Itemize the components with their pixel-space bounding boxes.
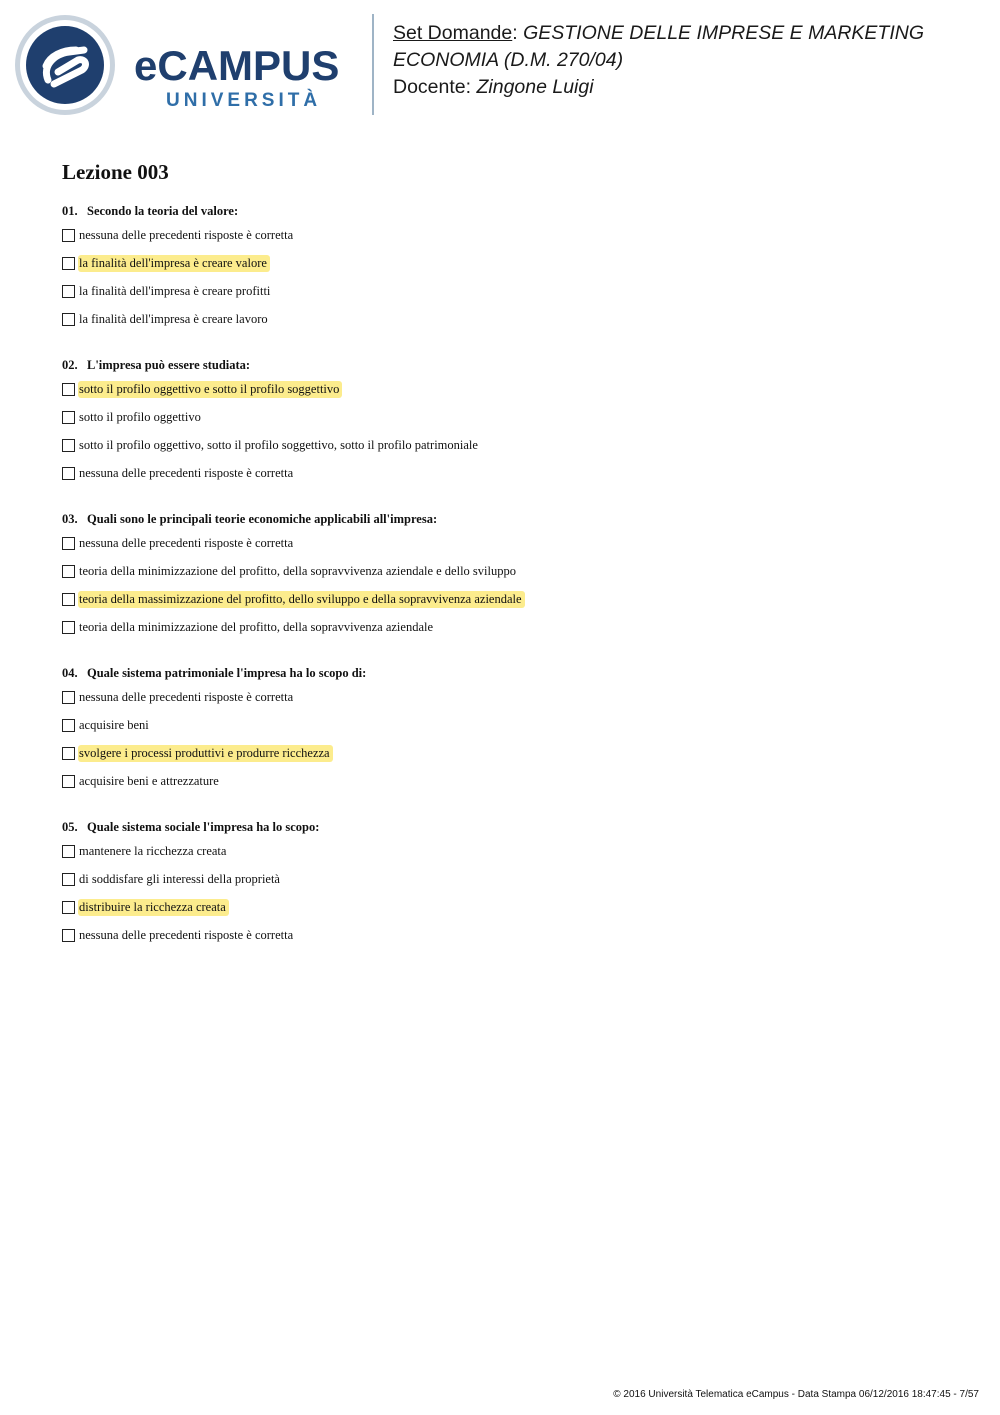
answer-checkbox[interactable] (62, 285, 75, 298)
answer-text: sotto il profilo oggettivo (79, 410, 201, 424)
question-text (62, 356, 962, 375)
answer-text: acquisire beni (79, 718, 149, 732)
question-label: Secondo la teoria del valore: (87, 204, 239, 218)
answer-checkbox[interactable] (62, 621, 75, 634)
answer-option[interactable] (62, 773, 962, 801)
answer-option[interactable] (62, 227, 962, 255)
question-list (62, 202, 962, 972)
lesson-title: Lezione 003 (62, 160, 169, 184)
answer-option[interactable] (62, 843, 962, 871)
question-text (62, 664, 962, 683)
teacher-label: Docente: (393, 76, 472, 98)
answer-checkbox[interactable] (62, 775, 75, 788)
answer-checkbox[interactable] (62, 383, 75, 396)
answer-option[interactable] (62, 871, 962, 899)
answer-text: nessuna delle precedenti risposte è corretta (79, 228, 294, 242)
answer-option[interactable] (62, 591, 962, 619)
teacher-name: Zingone Luigi (476, 76, 594, 98)
question-number: 03. (62, 512, 78, 526)
question-number: 01. (62, 204, 78, 218)
question-label: Quali sono le principali teorie economiche applicabili all'impresa: (87, 512, 438, 526)
answer-checkbox[interactable] (62, 719, 75, 732)
answer-text: nessuna delle precedenti risposte è corretta (79, 536, 294, 550)
question-block (62, 664, 962, 801)
answer-option[interactable] (62, 899, 962, 927)
answer-option[interactable] (62, 311, 962, 339)
answer-text: nessuna delle precedenti risposte è corretta (79, 690, 294, 704)
answer-checkbox[interactable] (62, 845, 75, 858)
question-number: 04. (62, 666, 78, 680)
question-block (62, 818, 962, 955)
answer-option[interactable] (62, 255, 962, 283)
answer-text-highlighted: la finalità dell'impresa è creare valore (78, 255, 270, 272)
answer-checkbox[interactable] (62, 313, 75, 326)
answer-option[interactable] (62, 927, 962, 955)
answer-option[interactable] (62, 619, 962, 647)
answer-text: la finalità dell'impresa è creare profitti (79, 284, 271, 298)
set-separator: : (512, 22, 518, 44)
question-text (62, 818, 962, 837)
answer-text-highlighted: svolgere i processi produttivi e produrre ricchezza (78, 745, 333, 762)
answer-checkbox[interactable] (62, 467, 75, 480)
question-text (62, 510, 962, 529)
answer-checkbox[interactable] (62, 873, 75, 886)
answer-checkbox[interactable] (62, 257, 75, 270)
answer-checkbox[interactable] (62, 691, 75, 704)
header-divider (372, 14, 374, 115)
answer-text-highlighted: distribuire la ricchezza creata (78, 899, 229, 916)
answer-checkbox[interactable] (62, 747, 75, 760)
answer-text: acquisire beni e attrezzature (79, 774, 219, 788)
answer-text: nessuna delle precedenti risposte è corretta (79, 466, 294, 480)
answer-text: teoria della minimizzazione del profitto, della sopravvivenza aziendale (79, 620, 434, 634)
answer-option[interactable] (62, 465, 962, 493)
logo-subtitle: UNIVERSITÀ (166, 90, 322, 111)
answer-text: teoria della minimizzazione del profitto, della sopravvivenza aziendale e dello sviluppo (79, 564, 516, 578)
answer-option[interactable] (62, 535, 962, 563)
answer-option[interactable] (62, 409, 962, 437)
question-text (62, 202, 962, 221)
answer-text: sotto il profilo oggettivo, sotto il profilo soggettivo, sotto il profilo patrimoniale (79, 438, 478, 452)
answer-text-highlighted: teoria della massimizzazione del profitto, dello sviluppo e della sopravvivenza aziendale (78, 591, 525, 608)
question-label: Quale sistema sociale l'impresa ha lo scopo: (87, 820, 320, 834)
page-footer: © 2016 Università Telematica eCampus - Data Stampa 06/12/2016 18:47:45 - 7/57 (613, 1389, 979, 1400)
answer-checkbox[interactable] (62, 565, 75, 578)
answer-text: mantenere la ricchezza creata (79, 844, 227, 858)
answer-text-highlighted: sotto il profilo oggettivo e sotto il profilo soggettivo (78, 381, 342, 398)
answer-checkbox[interactable] (62, 901, 75, 914)
answer-checkbox[interactable] (62, 439, 75, 452)
question-block (62, 356, 962, 493)
question-label: Quale sistema patrimoniale l'impresa ha lo scopo di: (87, 666, 367, 680)
answer-text: la finalità dell'impresa è creare lavoro (79, 312, 268, 326)
answer-option[interactable] (62, 283, 962, 311)
question-number: 02. (62, 358, 78, 372)
answer-option[interactable] (62, 381, 962, 409)
answer-checkbox[interactable] (62, 411, 75, 424)
answer-option[interactable] (62, 717, 962, 745)
set-label: Set Domande (393, 22, 513, 44)
answer-checkbox[interactable] (62, 593, 75, 606)
question-block (62, 202, 962, 339)
answer-option[interactable] (62, 745, 962, 773)
answer-option[interactable] (62, 437, 962, 465)
answer-text: di soddisfare gli interessi della proprietà (79, 872, 280, 886)
course-name-line2: ECONOMIA (D.M. 270/04) (393, 49, 624, 71)
answer-checkbox[interactable] (62, 537, 75, 550)
logo-wordmark: eCAMPUS (134, 42, 340, 89)
teacher-line (393, 74, 983, 101)
course-name-line1: GESTIONE DELLE IMPRESE E MARKETING (523, 22, 925, 44)
answer-checkbox[interactable] (62, 929, 75, 942)
question-label: L'impresa può essere studiata: (87, 358, 251, 372)
question-number: 05. (62, 820, 78, 834)
course-title-line (393, 20, 983, 47)
answer-option[interactable] (62, 689, 962, 717)
answer-text: nessuna delle precedenti risposte è corretta (79, 928, 294, 942)
course-header (393, 20, 983, 101)
ecampus-logo (14, 14, 359, 118)
question-block (62, 510, 962, 647)
answer-checkbox[interactable] (62, 229, 75, 242)
answer-option[interactable] (62, 563, 962, 591)
